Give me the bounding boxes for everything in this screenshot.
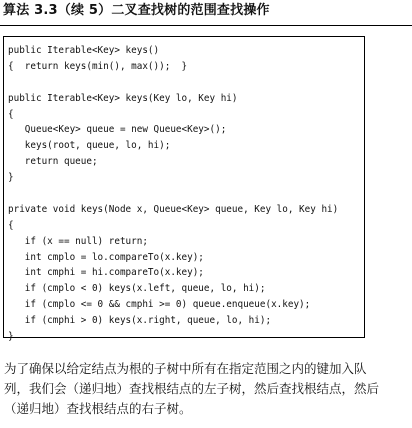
algorithm-heading: 算法 3.3（续 5）二叉查找树的范围查找操作 — [3, 3, 270, 18]
code-line: Queue<Key> queue = new Queue<Key>(); — [8, 124, 227, 136]
paragraph-line: （递归地）查找根结点的右子树。 — [4, 401, 192, 416]
code-line: if (x == null) return; — [8, 235, 148, 247]
code-line — [8, 186, 364, 202]
code-line: public Iterable<Key> keys(Key lo, Key hi) — [8, 92, 238, 104]
code-line — [8, 75, 364, 91]
code-line: if (cmphi > 0) keys(x.right, queue, lo, hi); — [8, 315, 272, 327]
code-listing — [3, 36, 365, 343]
code-line: keys(root, queue, lo, hi); — [8, 140, 171, 152]
code-line: { — [8, 219, 14, 231]
code-line: public Iterable<Key> keys() — [8, 45, 160, 56]
code-line: private void keys(Node x, Queue<Key> queue, Key lo, Key hi) — [8, 203, 339, 215]
code-line: { — [8, 108, 14, 120]
code-line: int cmplo = lo.compareTo(x.key); — [8, 251, 204, 263]
paragraph-line: 列，我们会（递归地）查找根结点的左子树，然后查找根结点，然后 — [4, 381, 380, 396]
code-line: { return keys(min(), max()); } — [8, 60, 188, 72]
code-line: return queue; — [8, 156, 98, 168]
explanation-paragraph — [4, 359, 404, 419]
code-line: if (cmplo < 0) keys(x.left, queue, lo, hi); — [8, 283, 266, 295]
code-line: } — [8, 331, 14, 343]
paragraph-line: 为了确保以给定结点为根的子树中所有在指定范围之内的键加入队 — [4, 361, 367, 376]
code-line: } — [8, 172, 14, 184]
heading-rule — [0, 25, 412, 26]
code-line: if (cmplo <= 0 && cmphi >= 0) queue.enqueue(x.key); — [8, 299, 311, 311]
code-line: int cmphi = hi.compareTo(x.key); — [8, 267, 204, 279]
